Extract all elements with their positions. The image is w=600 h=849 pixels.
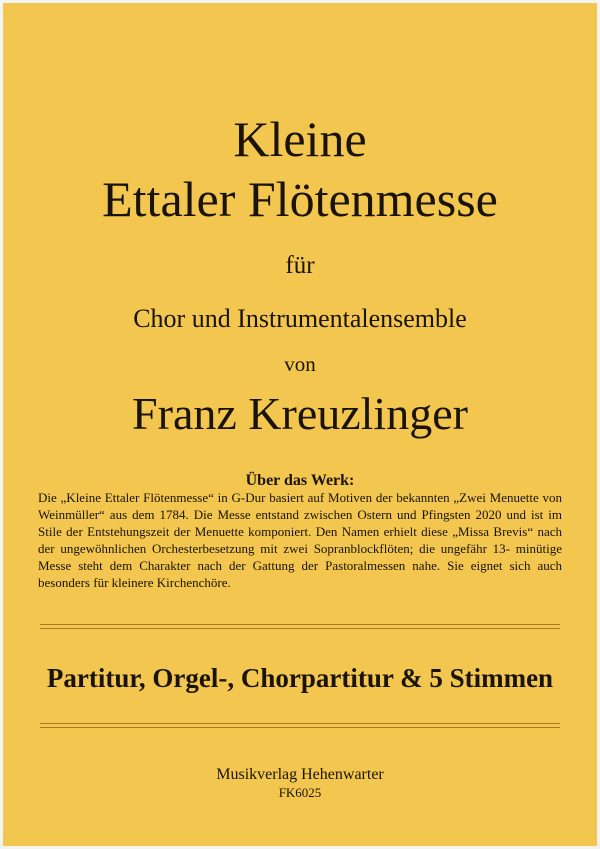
divider-bottom — [40, 723, 560, 728]
title-line-1: Kleine — [233, 111, 367, 167]
about-heading: Über das Werk: — [245, 472, 355, 489]
editions-line: Partitur, Orgel-, Chorpartitur & 5 Stimmen — [46, 663, 554, 693]
divider-top — [40, 624, 560, 629]
composer-name: Franz Kreuzlinger — [132, 388, 468, 439]
about-text: Die „Kleine Ettaler Flötenmesse“ in G-Dur basiert auf Motiven der bekannten „Zwei Menuette von Weinmüller“ aus dem 1784. Die Messe entstand zwischen Ostern und Pfingsten 2020 und ist im Stile der Entstehungszeit der Menuette komponiert. Den Namen erhielt diese „Missa Brevis“ nach der ungewöhnlichen Orchesterbesetzung mit zwei Sopranblockflöten; die ungefähr 13- minütige Messe steht dem Charakter nach der Gattung der Pastoralmessen nahe. Sie eignet sich auch besonders für kleinere Kirchenchöre. — [38, 490, 562, 590]
by-word: von — [284, 352, 316, 376]
title-line-2: Ettaler Flötenmesse — [102, 171, 498, 227]
for-word: für — [285, 252, 315, 279]
cover-page — [3, 3, 597, 846]
catalog-number: FK6025 — [278, 785, 322, 800]
scoring-line: Chor und Instrumentalensemble — [133, 304, 467, 333]
publisher-name: Musikverlag Hehenwarter — [216, 766, 384, 783]
